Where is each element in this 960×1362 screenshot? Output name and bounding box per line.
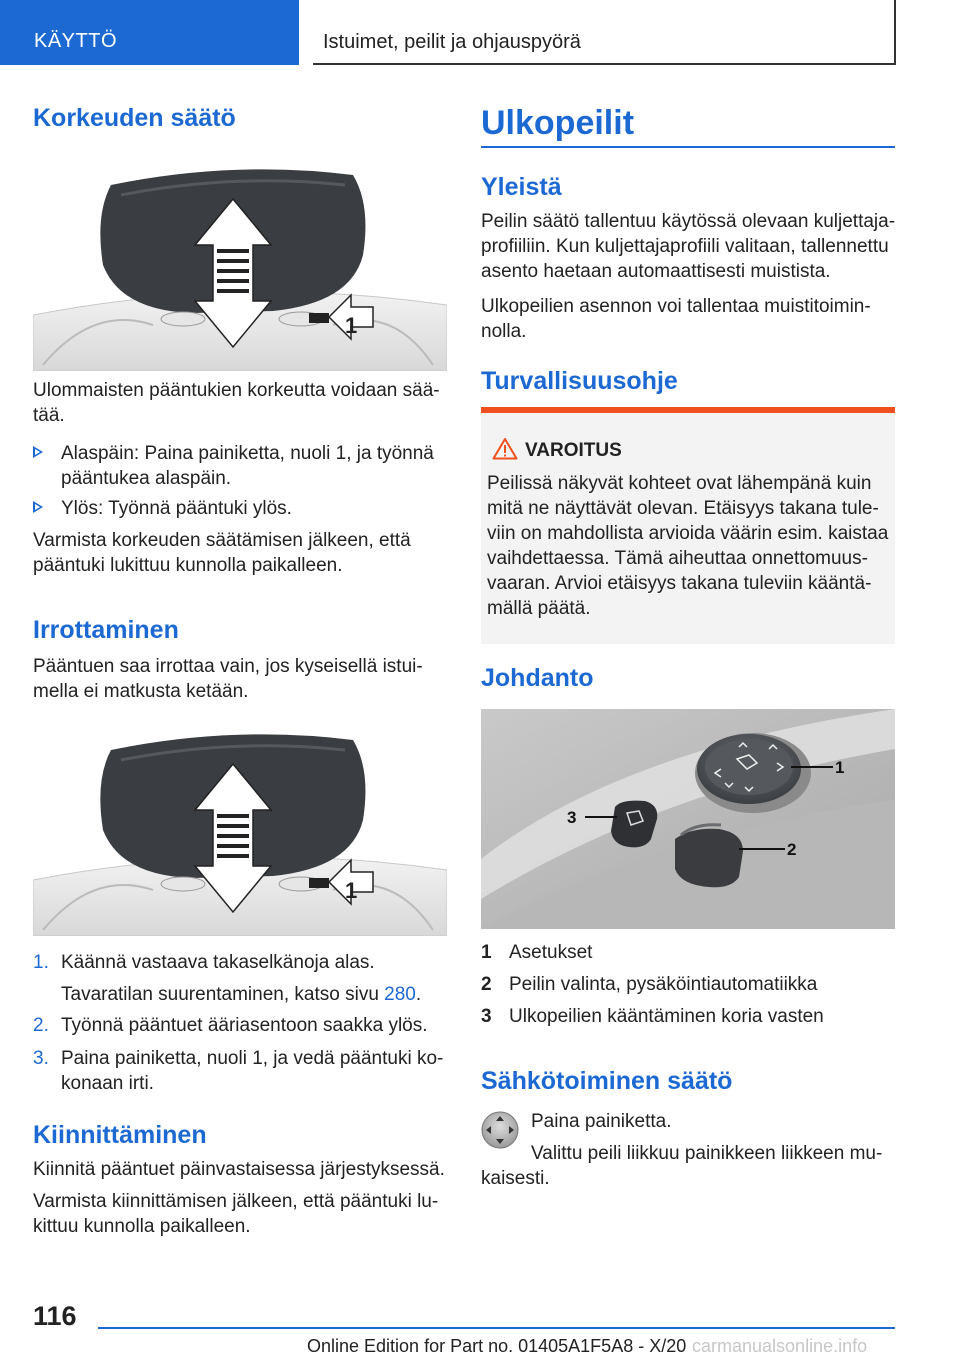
attach-p2: Varmista kiinnittämisen jälkeen, että pääntuki lu- kittuu kunnolla paikalleen. bbox=[33, 1191, 439, 1237]
safety-title: Turvallisuusohje bbox=[481, 367, 678, 395]
legend-text: Ulkopeilien kääntäminen koria vasten bbox=[509, 1006, 824, 1027]
intro-title: Johdanto bbox=[481, 664, 594, 692]
height-title: Korkeuden säätö bbox=[33, 104, 236, 132]
attach-title: Kiinnittäminen bbox=[33, 1121, 207, 1149]
height-intro: Ulommaisten pääntukien korkeutta voidaan sää- tää. bbox=[33, 380, 440, 426]
bullet-triangle-icon bbox=[33, 501, 43, 513]
electric-p2: Valittu peili liikkuu painikkeen liikkeen mu- kaisesti. bbox=[481, 1143, 883, 1189]
warning-triangle-icon bbox=[492, 437, 518, 460]
electric-p1: Paina painiketta. bbox=[531, 1111, 672, 1132]
edition-text: Online Edition for Part no. 01405A1F5A8 - X/20 bbox=[307, 1336, 687, 1356]
figure-callout-3: 3 bbox=[567, 808, 577, 827]
legend-number: 1 bbox=[481, 942, 492, 963]
mirrors-title: Ulkopeilit bbox=[481, 104, 635, 142]
figure-callout: 1 bbox=[345, 878, 358, 903]
legend-number: 2 bbox=[481, 974, 492, 995]
legend-text: Asetukset bbox=[509, 942, 593, 963]
remove-intro: Pääntuen saa irrottaa vain, jos kyseisellä istui- mella ei matkusta ketään. bbox=[33, 656, 423, 702]
section-label: KÄYTTÖ bbox=[34, 30, 118, 52]
remove-step-1: 1. Käännä vastaava takaselkänoja alas. Tavaratilan suurentaminen, katso sivu 280. bbox=[33, 952, 422, 1005]
general-p1: Peilin säätö tallentuu käytössä olevaan kuljettaja- profiiliin. Kun kuljettajaprofiili valitaan, tallennettu asento haetaan automaattisesti muistista. bbox=[481, 211, 896, 282]
remove-step-3: 3. Paina painiketta, nuoli 1, ja vedä pääntuki ko- konaan irti. bbox=[33, 1048, 444, 1094]
page-number: 116 bbox=[33, 1301, 77, 1331]
chapter-label: Istuimet, peilit ja ohjauspyörä bbox=[323, 31, 581, 53]
legend-text: Peilin valinta, pysäköintiautomatiikka bbox=[509, 974, 818, 995]
height-note: Varmista korkeuden säätämisen jälkeen, että pääntuki lukittuu kunnolla paikalleen. bbox=[33, 530, 411, 576]
height-bullet-2: Ylös: Työnnä pääntuki ylös. bbox=[0, 496, 460, 521]
mirror-controls-figure bbox=[481, 709, 895, 929]
remove-step-2: 2. Työnnä pääntuet ääriasentoon saakka ylös. bbox=[33, 1015, 428, 1036]
attach-p1: Kiinnitä pääntuet päinvastaisessa järjestyksessä. bbox=[33, 1159, 445, 1180]
footer-rule bbox=[98, 1327, 895, 1329]
headrest-figure-2 bbox=[33, 730, 447, 936]
remove-title: Irrottaminen bbox=[33, 616, 179, 644]
headrest-figure-1 bbox=[33, 165, 447, 371]
warning-label: VAROITUS bbox=[525, 440, 622, 461]
electric-title: Sähkötoiminen säätö bbox=[481, 1067, 733, 1095]
height-bullet-1: Alaspäin: Paina painiketta, nuoli 1, ja työnnä pääntukea alaspäin. bbox=[0, 441, 460, 491]
warning-text: Peilissä näkyvät kohteet ovat lähempänä kuin mitä ne näyttävät olevan. Etäisyys takana tule- viin on mahdollista arvioida väärin esim. kaistaa vaihdettaessa. Tämä aiheuttaa onnettomuus- vaaran. Arvioi etäisyys takana tuleviin kääntä- mällä päätä. bbox=[487, 473, 889, 619]
general-title: Yleistä bbox=[481, 173, 562, 201]
figure-callout-2: 2 bbox=[787, 840, 797, 859]
chapter-tab bbox=[313, 0, 896, 65]
warning-box bbox=[481, 407, 895, 644]
bullet-triangle-icon bbox=[33, 446, 43, 458]
general-p2: Ulkopeilien asennon voi tallentaa muistitoimin- nolla. bbox=[481, 296, 871, 342]
section-tab bbox=[0, 0, 299, 65]
figure-callout-1: 1 bbox=[835, 758, 845, 777]
legend-number: 3 bbox=[481, 1006, 492, 1027]
watermark: carmanualsonline.info bbox=[692, 1336, 868, 1356]
figure-callout: 1 bbox=[345, 313, 358, 338]
page-link-280[interactable]: 280 bbox=[384, 984, 416, 1005]
title-rule bbox=[481, 146, 895, 148]
